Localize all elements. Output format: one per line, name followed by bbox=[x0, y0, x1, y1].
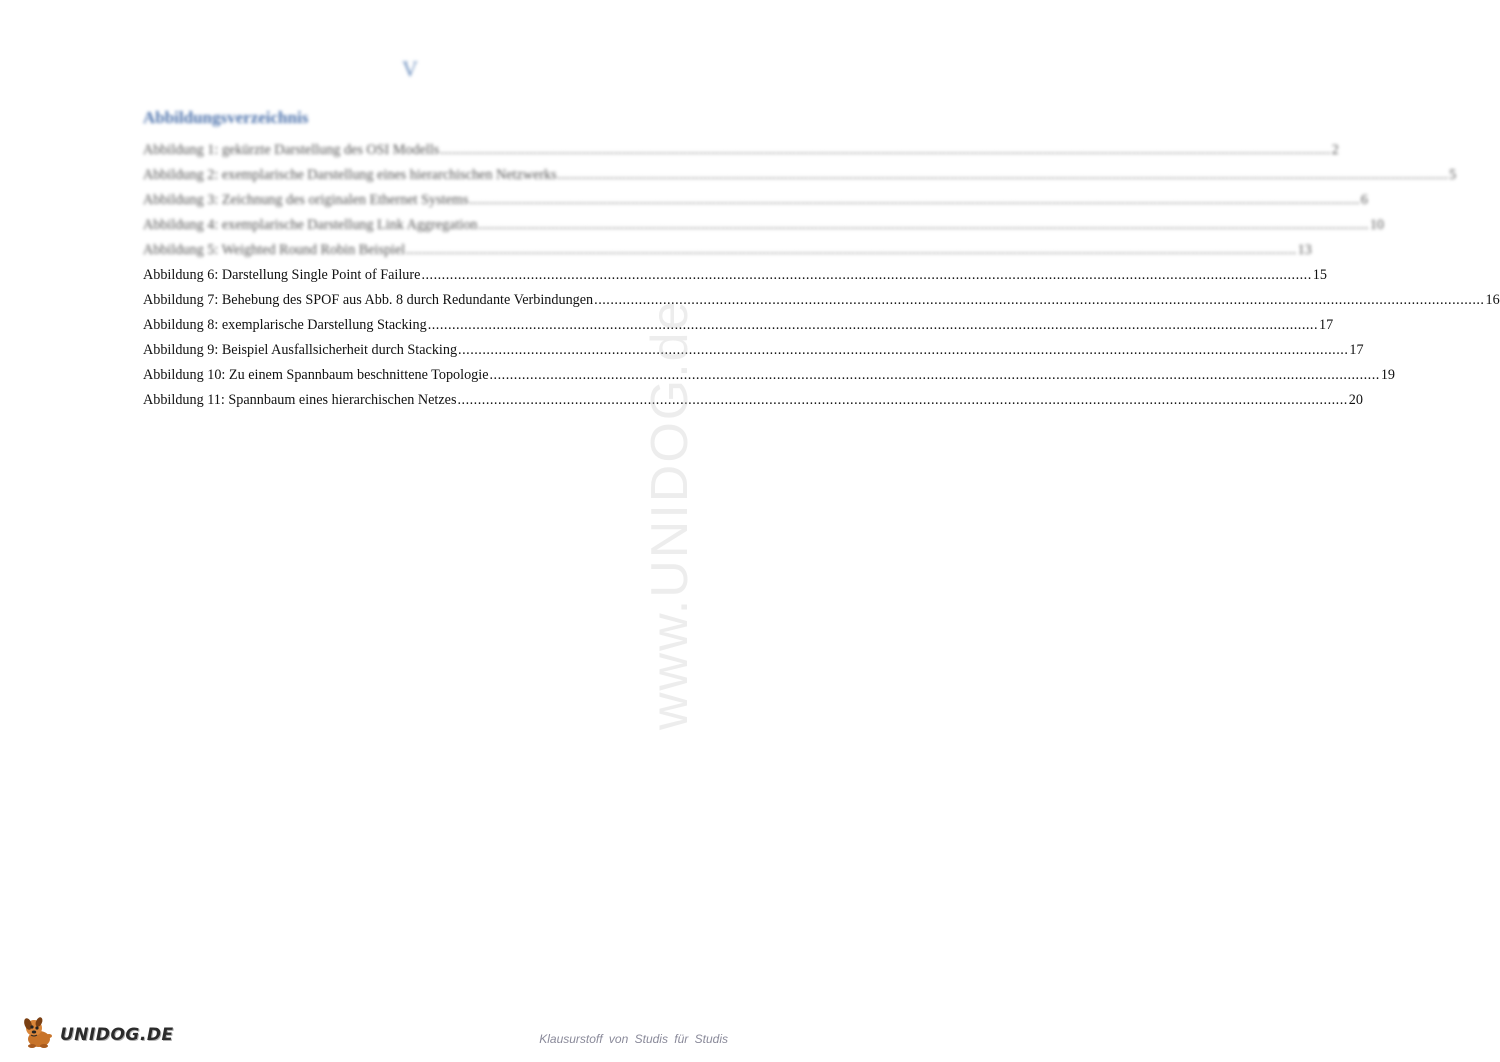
toc-entry-page: 13 bbox=[1297, 242, 1312, 258]
toc-entry[interactable] bbox=[143, 242, 1312, 267]
toc-dot-leader: ............................................................................................................................................................................................................................ bbox=[489, 367, 1380, 383]
toc-entry-title: Abbildung 5: Weighted Round Robin Beispiel bbox=[143, 242, 406, 258]
toc-entry-page: 10 bbox=[1369, 217, 1385, 233]
toc-entry[interactable] bbox=[143, 267, 1327, 292]
toc-list bbox=[143, 142, 1500, 417]
footer-tagline: Klausurstoff von Studis für Studis bbox=[539, 1032, 728, 1046]
toc-entry-title: Abbildung 4: exemplarische Darstellung Link Aggregation bbox=[143, 217, 478, 233]
toc-entry[interactable] bbox=[143, 217, 1385, 242]
unidog-logo[interactable] bbox=[22, 1014, 174, 1050]
toc-entry[interactable] bbox=[143, 392, 1363, 417]
toc-entry-page: 5 bbox=[1448, 167, 1457, 183]
toc-entry-title: Abbildung 1: gekürzte Darstellung des OSI Modells bbox=[143, 142, 440, 158]
toc-dot-leader: ............................................................................................................................................................................................................................ bbox=[557, 167, 1448, 183]
page-number: V bbox=[402, 56, 418, 81]
toc-dot-leader: ............................................................................................................................................................................................................................ bbox=[478, 217, 1369, 233]
toc-dot-leader: ............................................................................................................................................................................................................................ bbox=[457, 392, 1348, 408]
watermark: www.UNIDOG.de bbox=[641, 299, 699, 730]
toc-entry[interactable] bbox=[143, 367, 1395, 392]
toc-entry-title: Abbildung 10: Zu einem Spannbaum beschnittene Topologie bbox=[143, 367, 489, 383]
toc-entry-page: 6 bbox=[1360, 192, 1368, 208]
toc-entry-title: Abbildung 2: exemplarische Darstellung eines hierarchischen Netzwerks bbox=[143, 167, 557, 183]
toc-entry-title: Abbildung 9: Beispiel Ausfallsicherheit durch Stacking bbox=[143, 342, 458, 358]
toc-entry[interactable] bbox=[143, 142, 1339, 167]
toc-entry-title: Abbildung 6: Darstellung Single Point of Failure bbox=[143, 267, 421, 283]
toc-dot-leader: ............................................................................................................................................................................................................................ bbox=[440, 142, 1331, 158]
toc-entry[interactable] bbox=[143, 342, 1364, 367]
toc-dot-leader: ............................................................................................................................................................................................................................ bbox=[594, 292, 1485, 308]
toc-entry-page: 20 bbox=[1348, 392, 1363, 408]
toc-entry-title: Abbildung 7: Behebung des SPOF aus Abb. 8 durch Redundante Verbindungen bbox=[143, 292, 594, 308]
toc-entry-title: Abbildung 3: Zeichnung des originalen Ethernet Systems bbox=[143, 192, 469, 208]
toc-entry-page: 17 bbox=[1319, 317, 1334, 333]
toc-entry-page: 19 bbox=[1380, 367, 1395, 383]
toc-entry[interactable] bbox=[143, 192, 1368, 217]
dog-mascot-icon bbox=[22, 1014, 58, 1050]
toc-dot-leader: ............................................................................................................................................................................................................................ bbox=[469, 192, 1360, 208]
toc-dot-leader: ............................................................................................................................................................................................................................ bbox=[458, 342, 1349, 358]
toc-entry-page: 2 bbox=[1331, 142, 1339, 158]
toc-heading: Abbildungsverzeichnis bbox=[143, 108, 309, 127]
toc-entry[interactable] bbox=[143, 292, 1500, 317]
toc-entry-title: Abbildung 8: exemplarische Darstellung Stacking bbox=[143, 317, 427, 333]
toc-entry[interactable] bbox=[143, 167, 1457, 192]
toc-dot-leader: ............................................................................................................................................................................................................................ bbox=[421, 267, 1312, 283]
toc-entry-title: Abbildung 11: Spannbaum eines hierarchischen Netzes bbox=[143, 392, 457, 408]
toc-dot-leader: ............................................................................................................................................................................................................................ bbox=[427, 317, 1319, 333]
logo-text: UNIDOG.DE bbox=[60, 1025, 174, 1045]
toc-dot-leader: ............................................................................................................................................................................................................................ bbox=[406, 242, 1297, 258]
toc-entry[interactable] bbox=[143, 317, 1334, 342]
toc-entry-page: 15 bbox=[1312, 267, 1327, 283]
toc-entry-page: 17 bbox=[1349, 342, 1364, 358]
toc-entry-page: 16 bbox=[1485, 292, 1500, 308]
